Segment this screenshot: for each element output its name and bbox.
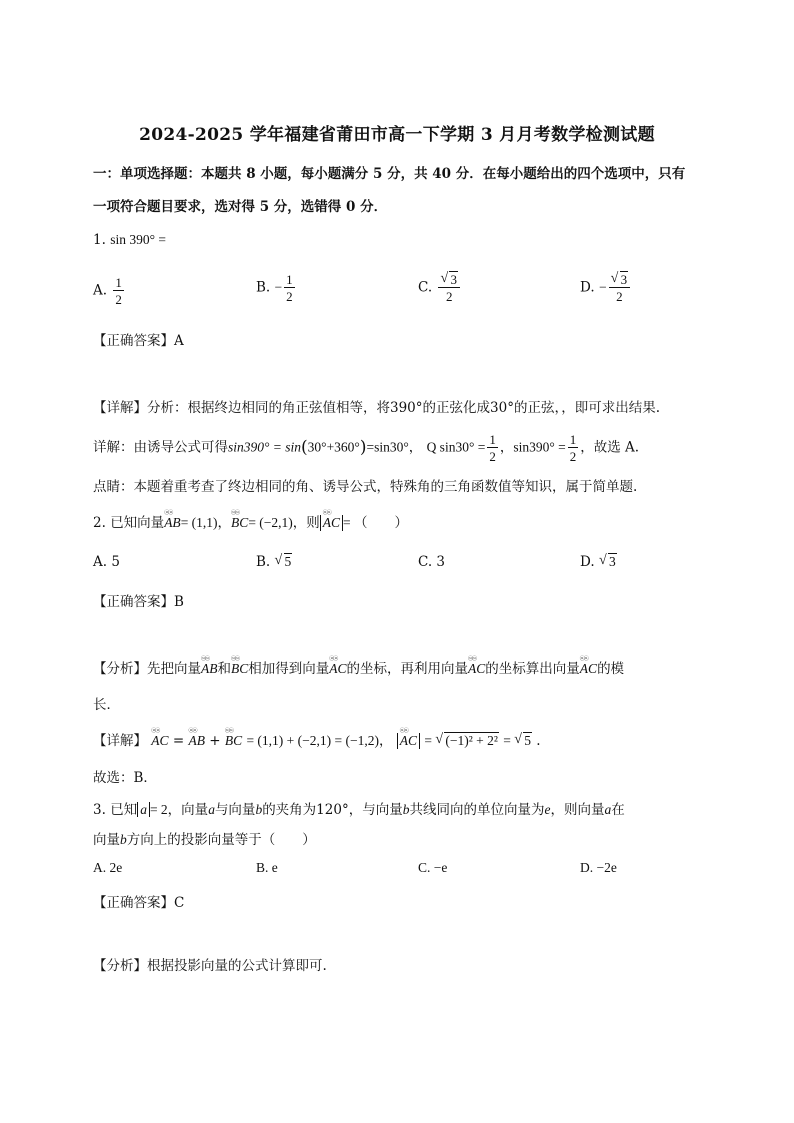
denominator: 2 (616, 289, 623, 304)
radicand: 3 (450, 272, 457, 287)
numerator: 1 (286, 272, 293, 287)
sqrt (611, 273, 629, 286)
minus-sign: − (274, 279, 283, 295)
vector-ab: ⓤⓤ AB (201, 661, 218, 677)
question-number: 3. (93, 802, 106, 818)
math: = (503, 733, 515, 748)
math: = (424, 733, 436, 748)
question-3-stem-line1: 3. 已知 a = 2，向量a与向量b的夹角为120°，与向量b共线同向的单位向量为e，则向量a在 (93, 802, 625, 818)
q1-comment: 点睛：本题着重考查了终边相同的角、诱导公式，特殊角的三角函数值等知识，属于简单题. (93, 479, 638, 495)
q1-option-d (580, 273, 632, 303)
q1-detail-solution: 详解：由诱导公式可得sin390° = sin(30°+360°)=sin30°， Q sin30° = $\frac{1}{2}$ ，sin390° = $\frac{1}{2}$ ，故选 A. (93, 432, 640, 464)
option-label: B. (256, 554, 271, 570)
q2-option-c: C. 3 (418, 554, 446, 570)
vector-bc: ⓤⓤ BC (231, 515, 248, 531)
text: 的坐标，再利用向量 (346, 661, 469, 677)
math: Q sin30° = (426, 439, 486, 455)
math: = (−2,1)，则 (248, 515, 320, 530)
text: 在 (611, 802, 625, 818)
q3-answer: 【正确答案】C (93, 895, 185, 911)
q2-option-a: A. 5 (93, 554, 120, 570)
numerator: 1 (569, 432, 577, 447)
minus-sign: − (598, 279, 607, 295)
math: = (1,1)， (180, 515, 232, 530)
denominator: 2 (569, 449, 577, 464)
radicand: 5 (284, 554, 292, 569)
fraction (438, 273, 460, 303)
math: = (1,1) + (−2,1) = (−1,2)， (246, 733, 393, 748)
q3-option-b: B. e (256, 860, 278, 875)
q2-option-b (256, 554, 292, 570)
q3-option-d: D. −2e (580, 860, 617, 875)
text: 【分析】先把向量 (93, 661, 201, 677)
numerator: 1 (489, 432, 496, 447)
q1-detail-analysis: 【详解】分析：根据终边相同的角正弦值相等，将390°的正弦化成30°的正弦，，即可求出结果. (93, 400, 660, 416)
vector-bc: ⓤⓤ BC (225, 733, 242, 749)
denominator: 2 (115, 292, 122, 307)
text: 与向量 (214, 802, 256, 818)
q3-option-a: A. 2e (93, 860, 123, 875)
text: = 2，向量 (149, 802, 209, 817)
question-number: 2. (93, 515, 106, 531)
vector-ac: ⓤⓤ AC (151, 733, 168, 749)
question-1-stem (93, 232, 166, 248)
text: 的夹角为120°，与向量 (262, 802, 403, 818)
option-label: D. (580, 554, 595, 570)
vector-ac: ⓤⓤ AC (329, 661, 346, 677)
vector-ab: ⓤⓤ AB (164, 515, 181, 531)
denominator: 2 (286, 289, 293, 304)
numerator (438, 273, 460, 288)
math: = （ ） (343, 515, 409, 530)
math: sin390° = sin (228, 439, 302, 455)
radicand: 3 (620, 272, 628, 287)
q2-conclusion: 故选：B． (93, 770, 157, 786)
text: ，则向量 (550, 802, 605, 818)
vector-ac: ⓤⓤ AC (323, 515, 340, 531)
numerator: 1 (115, 275, 122, 290)
text: 详解：由诱导公式可得 (93, 439, 228, 456)
fraction (568, 433, 579, 463)
text: 方向上的投影向量等于（ ） (126, 832, 316, 848)
text: 的模 (597, 661, 625, 677)
sqrt (514, 733, 532, 749)
vector-ac: ⓤⓤ AC (580, 661, 597, 677)
radicand: 5 (524, 733, 531, 748)
vector-bc: ⓤⓤ BC (231, 661, 248, 677)
option-label: C. (418, 279, 433, 296)
text: 共线同向的单位向量为 (409, 802, 545, 818)
q2-detail: 【详解】 ⓤⓤ AC = ⓤⓤ AB + ⓤⓤ BC = (1,1) + (−2,1) = (−1,2)， ⓤⓤ AC = √ (−1)² + 2² = √ 5 . (93, 729, 541, 749)
sqrt (275, 554, 293, 570)
q1-option-b (256, 273, 297, 303)
text: 【详解】 (93, 733, 147, 749)
radicand: 3 (608, 554, 616, 569)
q1-option-c (418, 273, 462, 303)
text: 的坐标算出向量 (485, 661, 580, 677)
sqrt (440, 273, 458, 286)
text: 已知 (110, 802, 138, 818)
math: ，sin390° = (499, 439, 566, 455)
q1-answer: 【正确答案】A (93, 333, 184, 349)
fraction (609, 273, 631, 303)
denominator: 2 (489, 449, 496, 464)
fraction (113, 276, 124, 306)
text: 向量 (93, 832, 120, 848)
text: 相加得到向量 (248, 661, 330, 677)
option-label: A. (93, 282, 108, 299)
q3-analysis: 【分析】根据投影向量的公式计算即可. (93, 958, 327, 974)
denominator: 2 (445, 289, 453, 304)
q2-analysis-cont: 长． (93, 697, 120, 713)
text: 和 (217, 661, 231, 677)
q2-analysis (93, 657, 624, 677)
fraction (284, 273, 295, 303)
math: =sin30°， (366, 439, 423, 455)
text: ，故选 A. (580, 439, 640, 456)
document-title: 2024-2025 学年福建省莆田市高一下学期 3 月月考数学检测试题 (139, 125, 655, 145)
q1-option-a (93, 276, 126, 306)
question-number: 1. (93, 232, 106, 248)
vector-ac: ⓤⓤ AC (400, 733, 417, 749)
option-label: B. (256, 279, 271, 296)
sqrt (435, 733, 499, 749)
question-1-expression: sin 390° = (110, 232, 166, 247)
numerator (609, 273, 631, 288)
section-instructions-line1: 一：单项选择题：本题共 8 小题，每小题满分 5 分，共 40 分．在每小题给出的四个选项中，只有 (93, 166, 686, 182)
text: 已知向量 (110, 515, 165, 531)
math: 30°+360° (307, 439, 360, 455)
vector-ab: ⓤⓤ AB (188, 733, 205, 749)
sqrt (599, 554, 617, 570)
option-label: D. (580, 279, 595, 296)
vector-ac: ⓤⓤ AC (468, 661, 485, 677)
fraction (487, 433, 498, 463)
question-2-stem (93, 511, 408, 531)
vector-a-magnitude: a (137, 802, 150, 817)
radicand: (−1)² + 2² (445, 733, 498, 748)
question-3-stem-line2: 向量b方向上的投影向量等于（ ） (93, 832, 316, 848)
q3-option-c: C. −e (418, 860, 448, 875)
q2-answer: 【正确答案】B (93, 594, 184, 610)
section-instructions-line2: 一项符合题目要求，选对得 5 分，选错得 0 分． (93, 199, 388, 215)
q2-option-d (580, 554, 617, 570)
